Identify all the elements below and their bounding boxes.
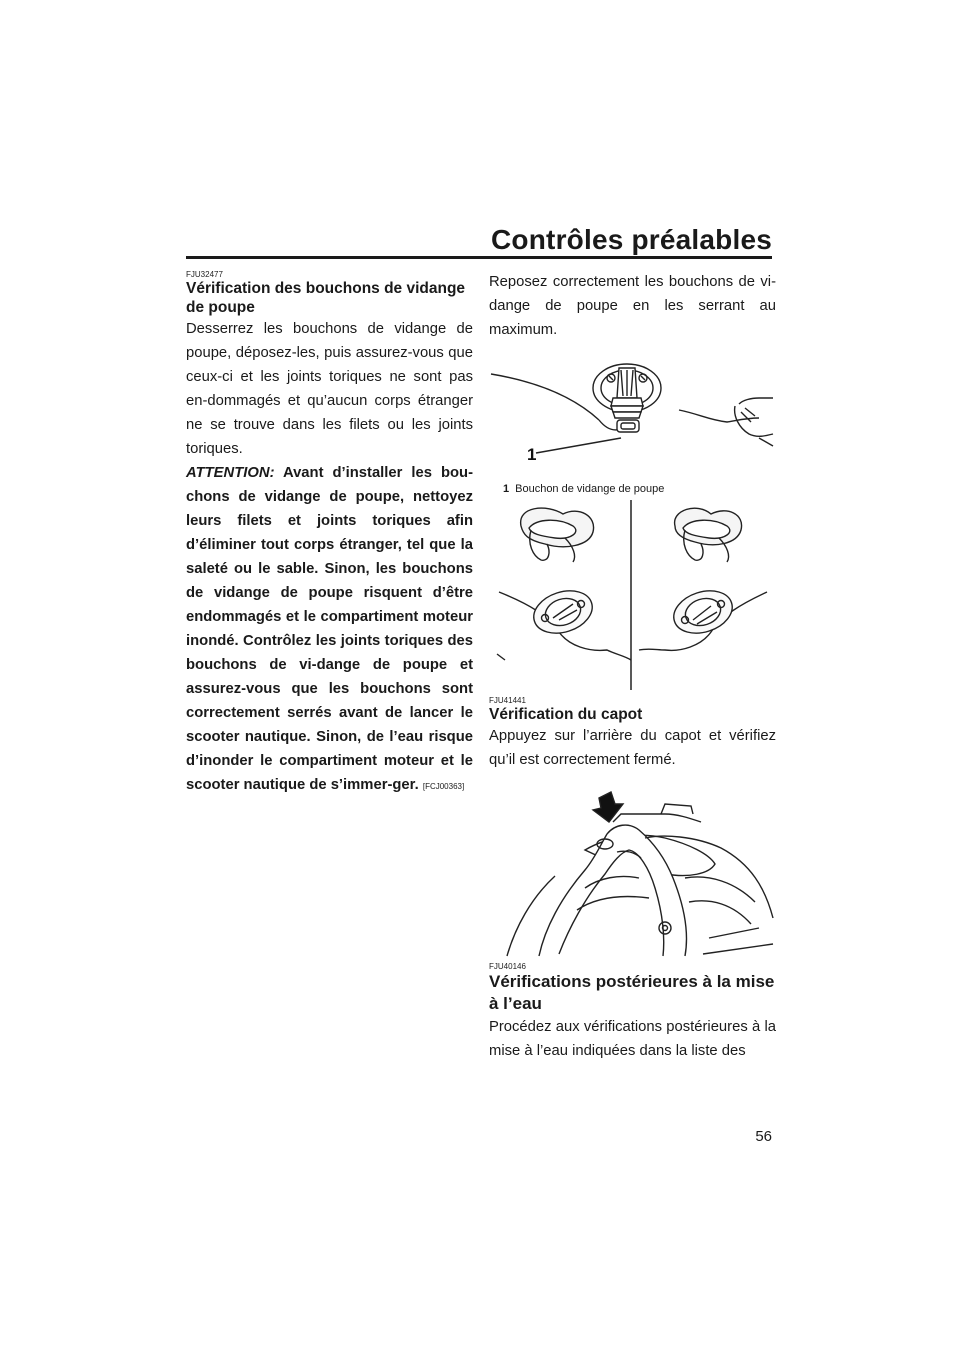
section2-heading: Vérification du capot: [489, 706, 643, 723]
section3-body: Procédez aux vérifications postérieures à la mise à l’eau indiquées dans la liste des: [489, 1019, 776, 1059]
attention-paragraph: [186, 461, 473, 799]
drain-plugs-pair-figure: [489, 500, 776, 690]
page-number: 56: [755, 1128, 772, 1145]
figure1-caption: [503, 482, 776, 496]
section3-heading: Vérifications postérieures à la mise à l’eau: [489, 972, 775, 1013]
right-column: [489, 270, 776, 1063]
section-body: Desserrez les bouchons de vidange de poupe, déposez-les, puis assurez-vous que ceux-ci et les joints toriques ne sont pas en-dommagés et qu’aucun corps étranger ne se trouve dans les filets ou les joints toriques.: [186, 321, 473, 457]
caption-number: 1: [503, 483, 510, 495]
caption-text: Bouchon de vidange de poupe: [515, 483, 665, 495]
section3-code: FJU40146: [489, 962, 526, 971]
attention-text: Avant d’installer les bou-chons de vidange de poupe, nettoyez leurs filets et joints toriques afin d’éliminer tout corps étranger, tel que la saleté ou le sable. Sinon, les bouchons de vidange de poupe risquent d’être endommagés et le compartiment moteur inondé. Contrôlez les joints toriques des bouchons de vi-dange de poupe et assurez-vous que les bouchons sont correctement serrés avant de lancer le scooter nautique. Sinon, de l’eau risque d’inonder le compartiment moteur et le scooter nautique de s’immer-ger.: [186, 465, 473, 793]
drain-plug-figure: [489, 342, 776, 482]
attention-code: [FCJ00363]: [422, 782, 465, 791]
hood-figure: [489, 778, 776, 958]
section2-body: Appuyez sur l’arrière du capot et vérifiez qu’il est correctement fermé.: [489, 728, 776, 768]
section-heading: Vérification des bouchons de vidange de poupe: [186, 280, 466, 316]
attention-label: ATTENTION:: [186, 465, 275, 481]
header-divider: [186, 256, 772, 259]
reinstall-text: Reposez correctement les bouchons de vi-dange de poupe en les serrant au maximum.: [489, 274, 776, 338]
section2-code: FJU41441: [489, 696, 526, 705]
page-header-title: Contrôles préalables: [491, 224, 772, 255]
figure1-callout: 1: [527, 445, 537, 464]
left-column: [186, 270, 473, 799]
section-code: FJU32477: [186, 270, 223, 279]
